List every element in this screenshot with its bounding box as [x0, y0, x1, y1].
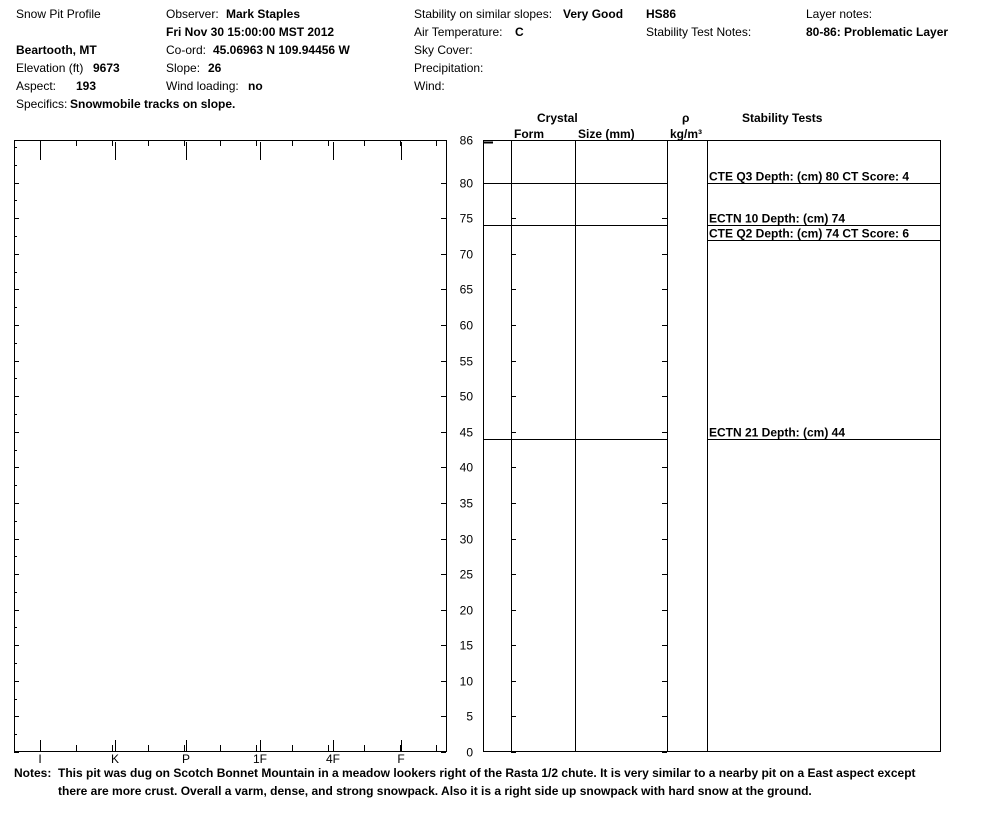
y-tick-label: 15 — [459, 638, 473, 653]
hardness-label: 4F — [325, 752, 341, 766]
observer-label: Observer: — [166, 7, 219, 21]
aspect-value: 193 — [76, 79, 97, 93]
elevation-value: 9673 — [93, 61, 120, 75]
density-symbol: ρ — [682, 111, 690, 125]
observation-datetime: Fri Nov 30 15:00:00 MST 2012 — [166, 25, 335, 39]
notes-line-1 — [14, 764, 916, 782]
coord-value: 45.06963 N 109.94456 W — [213, 43, 350, 57]
y-tick-label: 55 — [459, 354, 473, 369]
hardness-label: P — [181, 752, 191, 766]
y-tick-label: 35 — [459, 496, 473, 511]
y-tick-label: 25 — [459, 567, 473, 582]
y-tick-label: 30 — [459, 532, 473, 547]
density-unit: kg/m³ — [670, 127, 703, 141]
stability-test-label: ECTN 10 Depth: (cm) 74 — [709, 211, 846, 226]
specifics-value: Snowmobile tracks on slope. — [70, 97, 236, 111]
y-tick-label: 10 — [459, 674, 473, 689]
stability-test-label: CTE Q3 Depth: (cm) 80 CT Score: 4 — [709, 169, 910, 184]
y-tick-label: 70 — [459, 247, 473, 262]
y-tick-label: 65 — [459, 282, 473, 297]
aspect-label: Aspect: — [16, 79, 57, 93]
specifics-label: Specifics: — [16, 97, 68, 111]
notes-line-2: there are more crust. Overall a varm, dense, and strong snowpack. Also it is a right side up snowpack with hard snow at the ground. — [58, 784, 812, 798]
precipitation-label: Precipitation: — [414, 61, 484, 75]
notes-text-1: This pit was dug on Scotch Bonnet Mountain in a meadow lookers right of the Rasta 1/2 chute. It is very similar to a nearby pit on a East aspect except — [58, 766, 916, 780]
y-tick-label: 86 — [459, 133, 473, 148]
layer-notes-value: 80-86: Problematic Layer — [806, 25, 949, 39]
form-header: Form — [514, 127, 544, 141]
notes-label: Notes: — [14, 766, 52, 780]
stability-value: Very Good — [563, 7, 624, 21]
page-title: Snow Pit Profile — [16, 7, 101, 21]
snow-height: HS86 — [646, 7, 677, 21]
slope-value: 26 — [208, 61, 222, 75]
hardness-label: F — [397, 752, 405, 766]
air-temp-value: C — [515, 25, 524, 39]
y-tick-label: 80 — [459, 176, 473, 191]
wind-loading-value: no — [248, 79, 263, 93]
sky-cover-label: Sky Cover: — [414, 43, 473, 57]
slope-label: Slope: — [166, 61, 201, 75]
wind-label: Wind: — [414, 79, 445, 93]
stability-label: Stability on similar slopes: — [414, 7, 553, 21]
y-tick-label: 75 — [459, 211, 473, 226]
location: Beartooth, MT — [16, 43, 97, 57]
observer-value: Mark Staples — [226, 7, 301, 21]
crystal-header: Crystal — [537, 111, 578, 125]
y-tick-label: 0 — [466, 745, 473, 760]
y-tick-label: 45 — [459, 425, 473, 440]
size-header: Size (mm) — [578, 127, 635, 141]
wind-loading-label: Wind loading: — [166, 79, 239, 93]
stability-test-notes-label: Stability Test Notes: — [646, 25, 752, 39]
y-tick-label: 5 — [466, 709, 473, 724]
stability-test-label: CTE Q2 Depth: (cm) 74 CT Score: 6 — [709, 226, 910, 241]
stability-tests-header: Stability Tests — [742, 111, 823, 125]
y-tick-label: 50 — [459, 389, 473, 404]
hardness-panel-frame — [15, 141, 447, 752]
hardness-label: 1F — [252, 752, 268, 766]
hardness-label: K — [110, 752, 120, 766]
layer-notes-label: Layer notes: — [806, 7, 873, 21]
coord-label: Co-ord: — [166, 43, 207, 57]
y-tick-label: 60 — [459, 318, 473, 333]
air-temp-label: Air Temperature: — [414, 25, 503, 39]
elevation-label: Elevation (ft) — [16, 61, 84, 75]
y-tick-label: 40 — [459, 460, 473, 475]
stability-test-label: ECTN 21 Depth: (cm) 44 — [709, 425, 846, 440]
y-tick-label: 20 — [459, 603, 473, 618]
hardness-label: I — [38, 752, 42, 766]
notes — [14, 764, 916, 800]
